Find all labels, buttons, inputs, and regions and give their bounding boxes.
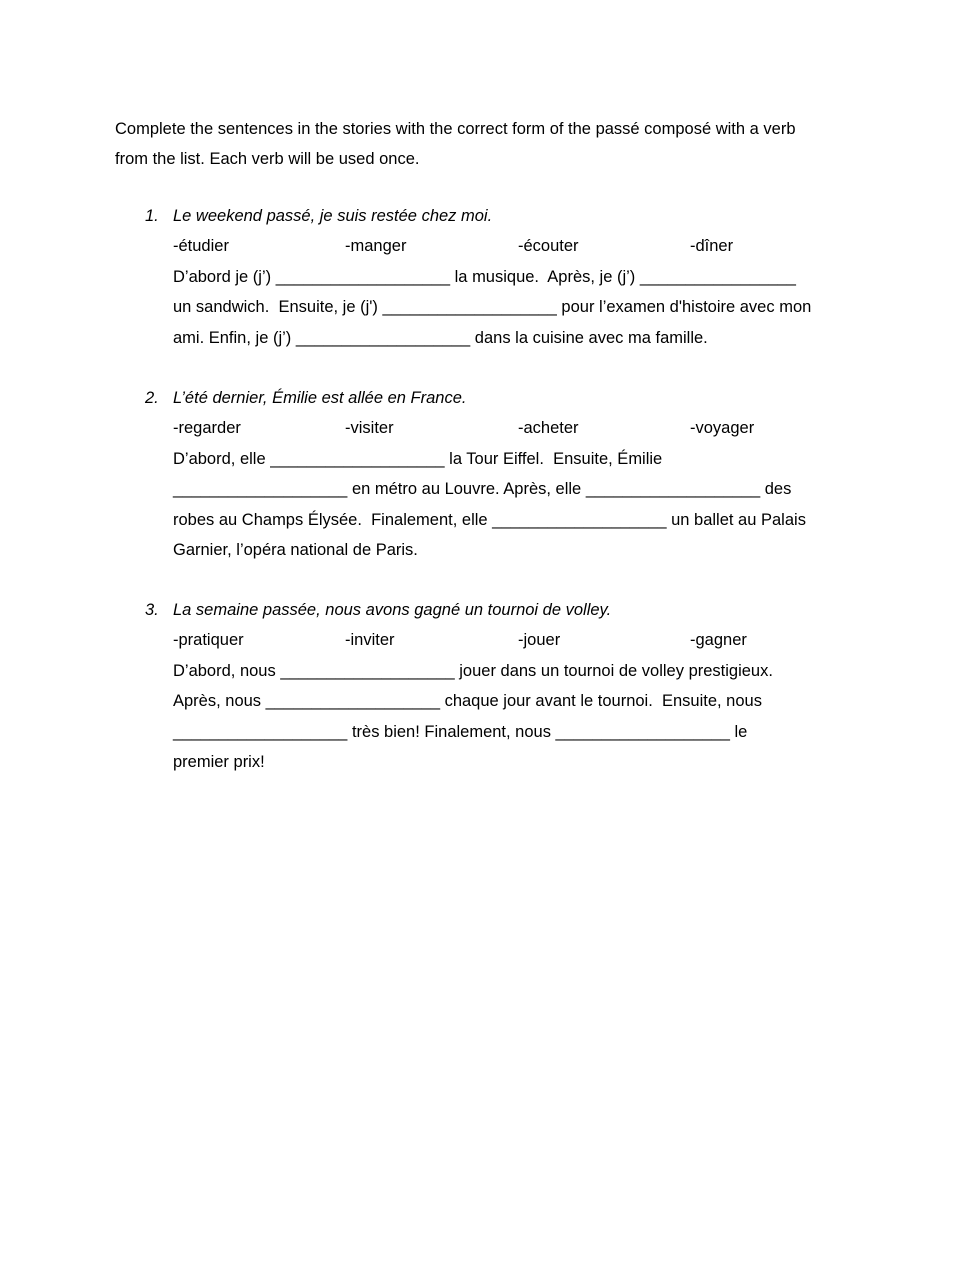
story-text-line bbox=[145, 535, 875, 565]
story-text-line bbox=[145, 717, 875, 747]
story-text-line bbox=[145, 686, 875, 716]
story-text-line bbox=[145, 444, 875, 474]
instructions-line: from the list. Each verb will be used once. bbox=[115, 150, 420, 169]
verb-list-row bbox=[145, 231, 875, 261]
story-text: D’abord je (j’) ___________________ la musique. Après, je (j’) _________________ bbox=[173, 267, 796, 286]
instructions-line: Complete the sentences in the stories with the correct form of the passé composé with a verb bbox=[115, 120, 796, 138]
story-1 bbox=[145, 201, 875, 353]
verb-option: -pratiquer bbox=[173, 631, 244, 650]
verb-option: -voyager bbox=[690, 419, 755, 438]
verb-option: -regarder bbox=[173, 419, 241, 438]
verb-option: -étudier bbox=[173, 237, 229, 256]
story-text: premier prix! bbox=[173, 752, 265, 771]
verb-list bbox=[173, 231, 873, 261]
verb-option: -jouer bbox=[518, 631, 561, 650]
story-text: ___________________ en métro au Louvre. Après, elle ___________________ des bbox=[173, 480, 792, 499]
story-text-line bbox=[145, 747, 875, 777]
story-text: ___________________ très bien! Finalement, nous ___________________ le bbox=[173, 722, 748, 741]
story-text: un sandwich. Ensuite, je (j') ___________________ pour l’examen d'histoire avec mon bbox=[173, 298, 812, 317]
story-text-line bbox=[145, 262, 875, 292]
story-heading-row bbox=[145, 201, 875, 231]
story-3 bbox=[145, 595, 875, 777]
verb-list bbox=[173, 625, 873, 655]
story-text-line bbox=[145, 474, 875, 504]
verb-list bbox=[173, 413, 873, 443]
story-heading-row bbox=[145, 595, 875, 625]
story-text: Garnier, l’opéra national de Paris. bbox=[173, 540, 418, 559]
verb-option: -gagner bbox=[690, 631, 747, 650]
story-text: D’abord, elle ___________________ la Tour Eiffel. Ensuite, Émilie bbox=[173, 449, 663, 468]
story-title: L’été dernier, Émilie est allée en France. bbox=[173, 389, 467, 407]
story-text: Après, nous ___________________ chaque jour avant le tournoi. Ensuite, nous bbox=[173, 692, 762, 711]
verb-list-row bbox=[145, 625, 875, 655]
verb-list-row bbox=[145, 413, 875, 443]
verb-option: -manger bbox=[345, 237, 407, 256]
verb-option: -visiter bbox=[345, 419, 394, 438]
story-number: 1. bbox=[145, 207, 159, 225]
story-text-line bbox=[145, 292, 875, 322]
verb-option: -écouter bbox=[518, 237, 579, 256]
story-number: 3. bbox=[145, 601, 159, 619]
story-2 bbox=[145, 383, 875, 565]
story-number: 2. bbox=[145, 389, 159, 407]
verb-option: -dîner bbox=[690, 237, 734, 256]
story-text-line bbox=[145, 505, 875, 535]
story-text: ami. Enfin, je (j’) ___________________ dans la cuisine avec ma famille. bbox=[173, 328, 708, 347]
story-text: D’abord, nous ___________________ jouer dans un tournoi de volley prestigieux. bbox=[173, 661, 773, 680]
story-title: Le weekend passé, je suis restée chez moi. bbox=[173, 207, 493, 225]
story-title: La semaine passée, nous avons gagné un tournoi de volley. bbox=[173, 601, 612, 619]
story-text: robes au Champs Élysée. Finalement, elle ___________________ un ballet au Palais bbox=[173, 510, 806, 529]
story-heading-row bbox=[145, 383, 875, 413]
verb-option: -acheter bbox=[518, 419, 579, 438]
verb-option: -inviter bbox=[345, 631, 395, 650]
instructions bbox=[115, 114, 875, 175]
story-text-line bbox=[145, 656, 875, 686]
story-text-line bbox=[145, 323, 875, 353]
